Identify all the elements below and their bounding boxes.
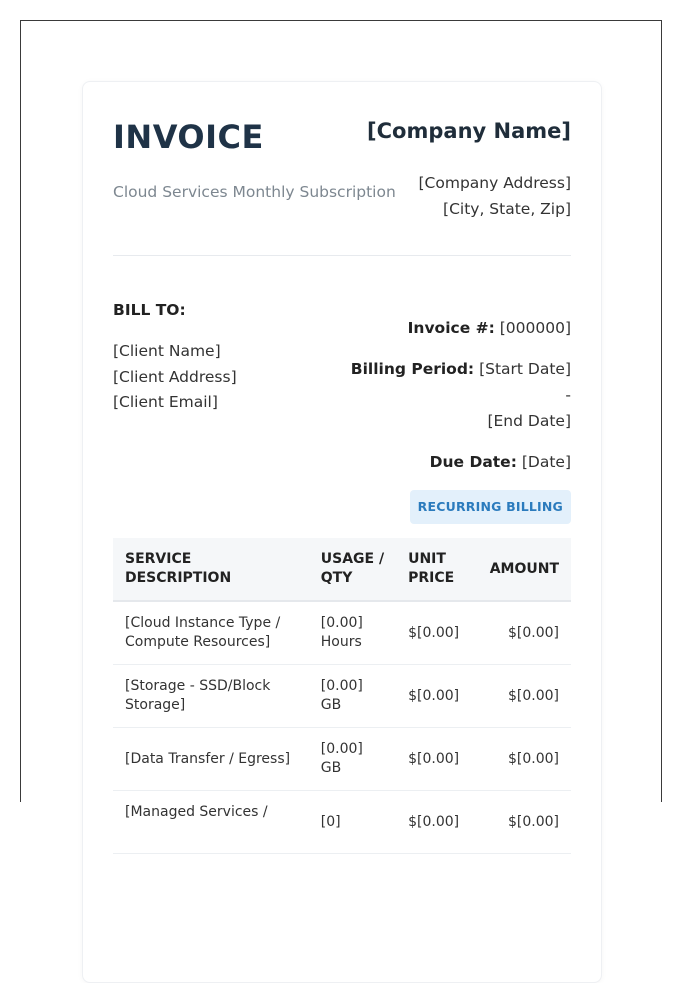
invoice-meta (341, 315, 571, 539)
billing-period-end: [End Date] (487, 412, 571, 430)
row-price: $[0.00] (396, 791, 478, 854)
header-price-line2: PRICE (408, 570, 455, 586)
row-qty: [0.00] GB (309, 728, 396, 791)
badge-row (341, 490, 571, 524)
invoice-number-value: [000000] (499, 319, 571, 337)
bill-to-label: BILL TO: (113, 301, 186, 319)
header-price (396, 538, 478, 601)
recurring-billing-badge: RECURRING BILLING (410, 490, 571, 524)
header-qty-line1: USAGE / (320, 551, 385, 567)
billing-period-row (341, 356, 571, 434)
row-description (113, 791, 309, 854)
row-description-line2: Storage] (125, 697, 186, 713)
row-amount: $[0.00] (478, 728, 571, 791)
due-date-label: Due Date: (429, 453, 517, 471)
header-amount: AMOUNT (478, 538, 571, 601)
row-price: $[0.00] (396, 728, 478, 791)
row-description: [Data Transfer / Egress] (113, 728, 309, 791)
row-qty-line1: [0.00] (320, 615, 363, 631)
billing-period-start: [Start Date] - (479, 360, 571, 404)
invoice-card (82, 81, 602, 983)
row-price: $[0.00] (396, 601, 478, 665)
header-description: SERVICE DESCRIPTION (113, 538, 309, 601)
due-date-value: [Date] (521, 453, 571, 471)
header-qty (309, 538, 396, 601)
client-info (113, 339, 237, 416)
company-city: [City, State, Zip] (443, 200, 571, 218)
table-row (113, 791, 571, 854)
invoice-title: INVOICE (113, 118, 264, 156)
table-header-row (113, 538, 571, 601)
row-description (113, 601, 309, 665)
table-row (113, 728, 571, 791)
row-description-line1: [Cloud Instance Type / (125, 615, 281, 631)
row-amount: $[0.00] (478, 601, 571, 665)
row-qty-line2: Hours (320, 634, 362, 650)
invoice-number-label: Invoice #: (407, 319, 495, 337)
table-row (113, 601, 571, 665)
row-description-line2: Compute Resources] (125, 634, 271, 650)
header-qty-line2: QTY (320, 570, 353, 586)
header-price-line1: UNIT (408, 551, 446, 567)
row-qty (309, 601, 396, 665)
row-price: $[0.00] (396, 665, 478, 728)
due-date-row (341, 449, 571, 475)
row-qty: [0] (309, 791, 396, 854)
client-address: [Client Address] (113, 367, 237, 386)
invoice-number-row (341, 315, 571, 341)
header-divider (113, 255, 571, 256)
row-qty: [0.00] GB (309, 665, 396, 728)
row-description-line2 (125, 823, 129, 839)
row-amount: $[0.00] (478, 665, 571, 728)
billing-period-label: Billing Period: (350, 360, 475, 378)
client-email: [Client Email] (113, 393, 218, 411)
row-description-line1: [Storage - SSD/Block (125, 678, 271, 694)
company-name: [Company Name] (367, 119, 571, 143)
company-address: [Company Address] (418, 174, 571, 192)
services-table (113, 538, 571, 854)
row-description-line1: [Managed Services / (125, 804, 268, 820)
company-address-block (419, 170, 572, 222)
row-description (113, 665, 309, 728)
document-viewport (20, 20, 662, 830)
client-name: [Client Name] (113, 342, 221, 360)
invoice-subtitle: Cloud Services Monthly Subscription (113, 183, 396, 201)
table-row (113, 665, 571, 728)
row-amount: $[0.00] (478, 791, 571, 854)
